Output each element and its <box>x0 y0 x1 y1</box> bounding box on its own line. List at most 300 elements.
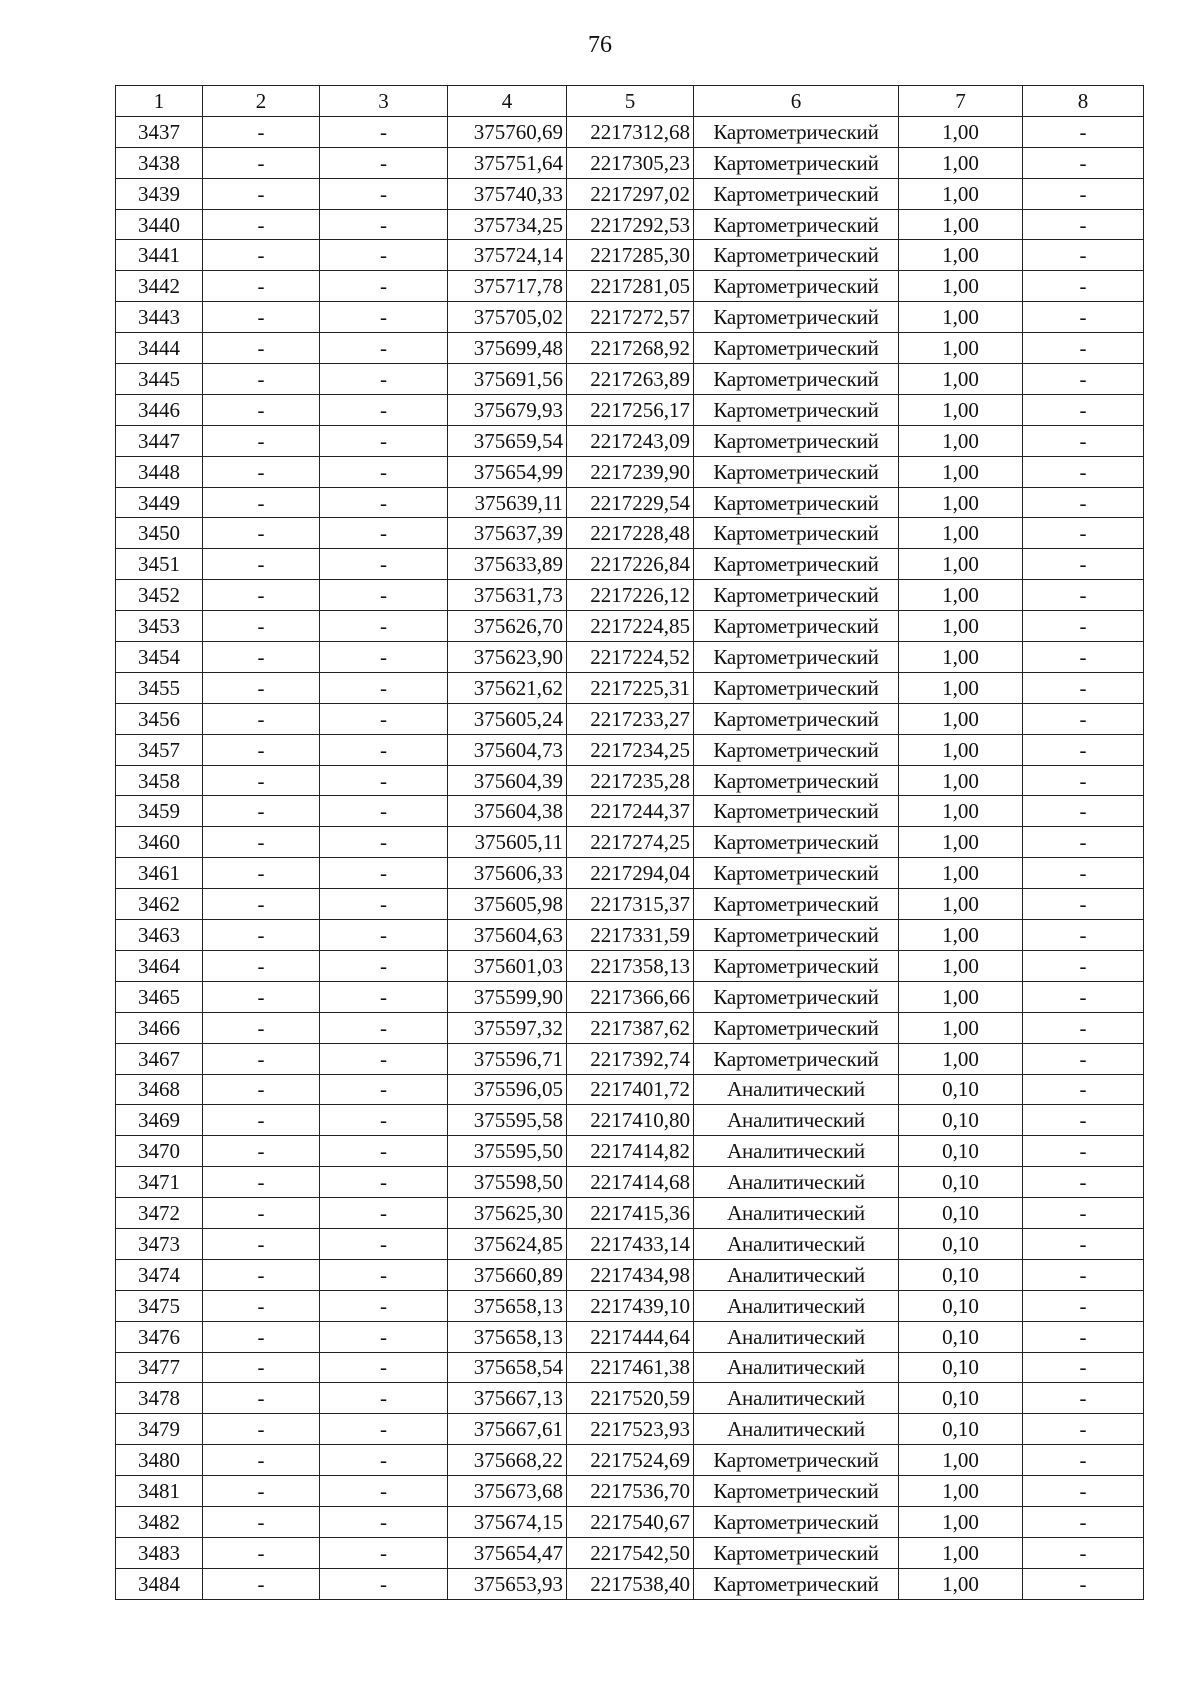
point-number: 3440 <box>116 209 203 240</box>
y-coordinate: 2217281,05 <box>567 271 694 302</box>
col-3-value: - <box>320 1259 448 1290</box>
point-number: 3459 <box>116 796 203 827</box>
col-3-value: - <box>320 827 448 858</box>
x-coordinate: 375637,39 <box>448 518 567 549</box>
method: Картометрический <box>694 734 899 765</box>
col-2-value: - <box>203 425 320 456</box>
x-coordinate: 375659,54 <box>448 425 567 456</box>
accuracy: 0,10 <box>899 1321 1023 1352</box>
x-coordinate: 375605,24 <box>448 703 567 734</box>
y-coordinate: 2217263,89 <box>567 364 694 395</box>
col-8-value: - <box>1023 580 1144 611</box>
x-coordinate: 375595,58 <box>448 1105 567 1136</box>
y-coordinate: 2217520,59 <box>567 1383 694 1414</box>
method: Аналитический <box>694 1167 899 1198</box>
y-coordinate: 2217401,72 <box>567 1074 694 1105</box>
table-row <box>116 827 1144 858</box>
method: Аналитический <box>694 1228 899 1259</box>
col-8-value: - <box>1023 333 1144 364</box>
method: Картометрический <box>694 1537 899 1568</box>
y-coordinate: 2217523,93 <box>567 1414 694 1445</box>
point-number: 3470 <box>116 1136 203 1167</box>
col-2-value: - <box>203 1259 320 1290</box>
table-row <box>116 580 1144 611</box>
y-coordinate: 2217524,69 <box>567 1445 694 1476</box>
col-2-value: - <box>203 240 320 271</box>
accuracy: 1,00 <box>899 1506 1023 1537</box>
accuracy: 0,10 <box>899 1228 1023 1259</box>
table-row <box>116 302 1144 333</box>
col-2-value: - <box>203 765 320 796</box>
y-coordinate: 2217414,68 <box>567 1167 694 1198</box>
col-8-value: - <box>1023 456 1144 487</box>
col-3-value: - <box>320 1198 448 1229</box>
table-row <box>116 1074 1144 1105</box>
method: Аналитический <box>694 1074 899 1105</box>
x-coordinate: 375751,64 <box>448 147 567 178</box>
accuracy: 1,00 <box>899 333 1023 364</box>
point-number: 3462 <box>116 889 203 920</box>
col-2-value: - <box>203 1352 320 1383</box>
point-number: 3454 <box>116 642 203 673</box>
y-coordinate: 2217538,40 <box>567 1568 694 1599</box>
point-number: 3456 <box>116 703 203 734</box>
y-coordinate: 2217233,27 <box>567 703 694 734</box>
column-header: 2 <box>203 86 320 117</box>
point-number: 3463 <box>116 920 203 951</box>
table-row <box>116 981 1144 1012</box>
col-8-value: - <box>1023 981 1144 1012</box>
x-coordinate: 375623,90 <box>448 642 567 673</box>
col-3-value: - <box>320 1537 448 1568</box>
col-2-value: - <box>203 178 320 209</box>
col-2-value: - <box>203 1321 320 1352</box>
y-coordinate: 2217305,23 <box>567 147 694 178</box>
col-3-value: - <box>320 1043 448 1074</box>
accuracy: 1,00 <box>899 364 1023 395</box>
point-number: 3443 <box>116 302 203 333</box>
col-2-value: - <box>203 456 320 487</box>
x-coordinate: 375653,93 <box>448 1568 567 1599</box>
accuracy: 1,00 <box>899 518 1023 549</box>
col-2-value: - <box>203 487 320 518</box>
col-8-value: - <box>1023 1228 1144 1259</box>
table-row <box>116 271 1144 302</box>
x-coordinate: 375658,13 <box>448 1290 567 1321</box>
col-2-value: - <box>203 1198 320 1229</box>
col-2-value: - <box>203 116 320 147</box>
col-8-value: - <box>1023 703 1144 734</box>
x-coordinate: 375699,48 <box>448 333 567 364</box>
point-number: 3476 <box>116 1321 203 1352</box>
accuracy: 0,10 <box>899 1414 1023 1445</box>
col-3-value: - <box>320 209 448 240</box>
col-3-value: - <box>320 1506 448 1537</box>
col-2-value: - <box>203 271 320 302</box>
x-coordinate: 375667,13 <box>448 1383 567 1414</box>
point-number: 3475 <box>116 1290 203 1321</box>
col-2-value: - <box>203 1105 320 1136</box>
method: Картометрический <box>694 642 899 673</box>
point-number: 3439 <box>116 178 203 209</box>
accuracy: 0,10 <box>899 1290 1023 1321</box>
table-row <box>116 394 1144 425</box>
col-2-value: - <box>203 981 320 1012</box>
table-row <box>116 672 1144 703</box>
col-8-value: - <box>1023 1043 1144 1074</box>
point-number: 3455 <box>116 672 203 703</box>
col-8-value: - <box>1023 889 1144 920</box>
column-header: 1 <box>116 86 203 117</box>
y-coordinate: 2217331,59 <box>567 920 694 951</box>
y-coordinate: 2217294,04 <box>567 858 694 889</box>
method: Картометрический <box>694 950 899 981</box>
col-2-value: - <box>203 580 320 611</box>
point-number: 3474 <box>116 1259 203 1290</box>
col-8-value: - <box>1023 1568 1144 1599</box>
col-2-value: - <box>203 302 320 333</box>
x-coordinate: 375658,54 <box>448 1352 567 1383</box>
accuracy: 1,00 <box>899 920 1023 951</box>
y-coordinate: 2217415,36 <box>567 1198 694 1229</box>
col-3-value: - <box>320 1445 448 1476</box>
table-row <box>116 1352 1144 1383</box>
table-row <box>116 364 1144 395</box>
col-2-value: - <box>203 611 320 642</box>
x-coordinate: 375625,30 <box>448 1198 567 1229</box>
x-coordinate: 375631,73 <box>448 580 567 611</box>
x-coordinate: 375679,93 <box>448 394 567 425</box>
method: Аналитический <box>694 1290 899 1321</box>
x-coordinate: 375597,32 <box>448 1012 567 1043</box>
x-coordinate: 375639,11 <box>448 487 567 518</box>
y-coordinate: 2217256,17 <box>567 394 694 425</box>
accuracy: 1,00 <box>899 456 1023 487</box>
col-3-value: - <box>320 1012 448 1043</box>
method: Картометрический <box>694 672 899 703</box>
method: Аналитический <box>694 1383 899 1414</box>
accuracy: 0,10 <box>899 1167 1023 1198</box>
col-8-value: - <box>1023 920 1144 951</box>
method: Картометрический <box>694 1476 899 1507</box>
method: Картометрический <box>694 1043 899 1074</box>
x-coordinate: 375598,50 <box>448 1167 567 1198</box>
method: Картометрический <box>694 920 899 951</box>
col-3-value: - <box>320 981 448 1012</box>
col-3-value: - <box>320 1321 448 1352</box>
col-2-value: - <box>203 796 320 827</box>
y-coordinate: 2217235,28 <box>567 765 694 796</box>
y-coordinate: 2217243,09 <box>567 425 694 456</box>
method: Картометрический <box>694 889 899 920</box>
x-coordinate: 375595,50 <box>448 1136 567 1167</box>
col-8-value: - <box>1023 549 1144 580</box>
method: Картометрический <box>694 1506 899 1537</box>
x-coordinate: 375596,05 <box>448 1074 567 1105</box>
y-coordinate: 2217272,57 <box>567 302 694 333</box>
accuracy: 1,00 <box>899 703 1023 734</box>
col-3-value: - <box>320 456 448 487</box>
col-2-value: - <box>203 858 320 889</box>
method: Картометрический <box>694 981 899 1012</box>
table-row <box>116 796 1144 827</box>
col-3-value: - <box>320 1167 448 1198</box>
col-2-value: - <box>203 1043 320 1074</box>
method: Картометрический <box>694 827 899 858</box>
accuracy: 1,00 <box>899 116 1023 147</box>
accuracy: 1,00 <box>899 981 1023 1012</box>
col-3-value: - <box>320 394 448 425</box>
point-number: 3469 <box>116 1105 203 1136</box>
table-row <box>116 1321 1144 1352</box>
col-8-value: - <box>1023 1074 1144 1105</box>
col-3-value: - <box>320 796 448 827</box>
accuracy: 0,10 <box>899 1198 1023 1229</box>
col-8-value: - <box>1023 116 1144 147</box>
method: Картометрический <box>694 580 899 611</box>
y-coordinate: 2217226,12 <box>567 580 694 611</box>
table-row <box>116 1506 1144 1537</box>
y-coordinate: 2217274,25 <box>567 827 694 858</box>
x-coordinate: 375691,56 <box>448 364 567 395</box>
point-number: 3457 <box>116 734 203 765</box>
table-row <box>116 1383 1144 1414</box>
col-2-value: - <box>203 333 320 364</box>
col-3-value: - <box>320 518 448 549</box>
x-coordinate: 375658,13 <box>448 1321 567 1352</box>
col-3-value: - <box>320 271 448 302</box>
table-row <box>116 1445 1144 1476</box>
col-2-value: - <box>203 950 320 981</box>
col-3-value: - <box>320 889 448 920</box>
x-coordinate: 375605,98 <box>448 889 567 920</box>
table-row <box>116 734 1144 765</box>
method: Картометрический <box>694 209 899 240</box>
x-coordinate: 375604,63 <box>448 920 567 951</box>
accuracy: 1,00 <box>899 1043 1023 1074</box>
col-3-value: - <box>320 1228 448 1259</box>
col-3-value: - <box>320 672 448 703</box>
table-row <box>116 1043 1144 1074</box>
table-row <box>116 209 1144 240</box>
accuracy: 1,00 <box>899 950 1023 981</box>
column-header: 7 <box>899 86 1023 117</box>
col-2-value: - <box>203 1414 320 1445</box>
point-number: 3478 <box>116 1383 203 1414</box>
accuracy: 1,00 <box>899 1537 1023 1568</box>
col-3-value: - <box>320 333 448 364</box>
col-8-value: - <box>1023 302 1144 333</box>
col-8-value: - <box>1023 240 1144 271</box>
col-3-value: - <box>320 147 448 178</box>
col-2-value: - <box>203 147 320 178</box>
page-number: 76 <box>588 32 612 58</box>
column-header: 4 <box>448 86 567 117</box>
col-8-value: - <box>1023 672 1144 703</box>
table-row <box>116 1105 1144 1136</box>
column-header: 8 <box>1023 86 1144 117</box>
table-row <box>116 456 1144 487</box>
table-row <box>116 487 1144 518</box>
point-number: 3473 <box>116 1228 203 1259</box>
y-coordinate: 2217542,50 <box>567 1537 694 1568</box>
accuracy: 1,00 <box>899 209 1023 240</box>
col-8-value: - <box>1023 487 1144 518</box>
x-coordinate: 375601,03 <box>448 950 567 981</box>
col-2-value: - <box>203 1074 320 1105</box>
table-row <box>116 1228 1144 1259</box>
y-coordinate: 2217312,68 <box>567 116 694 147</box>
method: Картометрический <box>694 116 899 147</box>
y-coordinate: 2217225,31 <box>567 672 694 703</box>
x-coordinate: 375667,61 <box>448 1414 567 1445</box>
accuracy: 1,00 <box>899 642 1023 673</box>
col-8-value: - <box>1023 425 1144 456</box>
table-row <box>116 611 1144 642</box>
col-3-value: - <box>320 765 448 796</box>
table-row <box>116 889 1144 920</box>
point-number: 3477 <box>116 1352 203 1383</box>
col-8-value: - <box>1023 611 1144 642</box>
x-coordinate: 375654,99 <box>448 456 567 487</box>
method: Картометрический <box>694 1445 899 1476</box>
method: Аналитический <box>694 1321 899 1352</box>
col-8-value: - <box>1023 858 1144 889</box>
method: Картометрический <box>694 1568 899 1599</box>
col-2-value: - <box>203 1012 320 1043</box>
x-coordinate: 375633,89 <box>448 549 567 580</box>
col-2-value: - <box>203 1476 320 1507</box>
point-number: 3482 <box>116 1506 203 1537</box>
x-coordinate: 375606,33 <box>448 858 567 889</box>
col-3-value: - <box>320 920 448 951</box>
point-number: 3451 <box>116 549 203 580</box>
point-number: 3481 <box>116 1476 203 1507</box>
col-8-value: - <box>1023 271 1144 302</box>
col-8-value: - <box>1023 1012 1144 1043</box>
x-coordinate: 375604,38 <box>448 796 567 827</box>
method: Аналитический <box>694 1414 899 1445</box>
y-coordinate: 2217224,85 <box>567 611 694 642</box>
col-3-value: - <box>320 611 448 642</box>
col-8-value: - <box>1023 1198 1144 1229</box>
col-3-value: - <box>320 1568 448 1599</box>
y-coordinate: 2217540,67 <box>567 1506 694 1537</box>
table-row <box>116 642 1144 673</box>
y-coordinate: 2217392,74 <box>567 1043 694 1074</box>
point-number: 3480 <box>116 1445 203 1476</box>
x-coordinate: 375654,47 <box>448 1537 567 1568</box>
method: Картометрический <box>694 178 899 209</box>
table-row <box>116 1414 1144 1445</box>
x-coordinate: 375760,69 <box>448 116 567 147</box>
col-8-value: - <box>1023 1136 1144 1167</box>
accuracy: 1,00 <box>899 858 1023 889</box>
y-coordinate: 2217434,98 <box>567 1259 694 1290</box>
method: Картометрический <box>694 364 899 395</box>
accuracy: 1,00 <box>899 394 1023 425</box>
col-3-value: - <box>320 549 448 580</box>
point-number: 3441 <box>116 240 203 271</box>
col-3-value: - <box>320 1105 448 1136</box>
y-coordinate: 2217297,02 <box>567 178 694 209</box>
x-coordinate: 375668,22 <box>448 1445 567 1476</box>
y-coordinate: 2217358,13 <box>567 950 694 981</box>
method: Картометрический <box>694 611 899 642</box>
y-coordinate: 2217536,70 <box>567 1476 694 1507</box>
table-row <box>116 425 1144 456</box>
col-2-value: - <box>203 549 320 580</box>
col-8-value: - <box>1023 1352 1144 1383</box>
col-8-value: - <box>1023 1167 1144 1198</box>
col-3-value: - <box>320 116 448 147</box>
col-8-value: - <box>1023 518 1144 549</box>
col-8-value: - <box>1023 394 1144 425</box>
col-8-value: - <box>1023 1290 1144 1321</box>
point-number: 3448 <box>116 456 203 487</box>
column-header: 6 <box>694 86 899 117</box>
y-coordinate: 2217224,52 <box>567 642 694 673</box>
col-2-value: - <box>203 672 320 703</box>
col-8-value: - <box>1023 1476 1144 1507</box>
table-row <box>116 1136 1144 1167</box>
point-number: 3445 <box>116 364 203 395</box>
y-coordinate: 2217226,84 <box>567 549 694 580</box>
accuracy: 0,10 <box>899 1383 1023 1414</box>
table-row <box>116 920 1144 951</box>
table-row <box>116 858 1144 889</box>
col-8-value: - <box>1023 1445 1144 1476</box>
col-2-value: - <box>203 1136 320 1167</box>
accuracy: 1,00 <box>899 1568 1023 1599</box>
y-coordinate: 2217433,14 <box>567 1228 694 1259</box>
accuracy: 1,00 <box>899 765 1023 796</box>
accuracy: 0,10 <box>899 1105 1023 1136</box>
table-row <box>116 178 1144 209</box>
col-2-value: - <box>203 209 320 240</box>
col-3-value: - <box>320 1383 448 1414</box>
accuracy: 1,00 <box>899 1012 1023 1043</box>
col-2-value: - <box>203 827 320 858</box>
col-3-value: - <box>320 1074 448 1105</box>
col-2-value: - <box>203 1290 320 1321</box>
table-row <box>116 518 1144 549</box>
col-8-value: - <box>1023 147 1144 178</box>
point-number: 3464 <box>116 950 203 981</box>
column-header: 3 <box>320 86 448 117</box>
col-8-value: - <box>1023 1537 1144 1568</box>
col-3-value: - <box>320 703 448 734</box>
accuracy: 1,00 <box>899 611 1023 642</box>
y-coordinate: 2217410,80 <box>567 1105 694 1136</box>
x-coordinate: 375717,78 <box>448 271 567 302</box>
accuracy: 0,10 <box>899 1259 1023 1290</box>
col-2-value: - <box>203 703 320 734</box>
col-2-value: - <box>203 920 320 951</box>
accuracy: 1,00 <box>899 147 1023 178</box>
point-number: 3453 <box>116 611 203 642</box>
col-3-value: - <box>320 240 448 271</box>
accuracy: 1,00 <box>899 1476 1023 1507</box>
col-3-value: - <box>320 487 448 518</box>
table-row <box>116 765 1144 796</box>
method: Картометрический <box>694 271 899 302</box>
table-row <box>116 549 1144 580</box>
method: Аналитический <box>694 1352 899 1383</box>
accuracy: 1,00 <box>899 302 1023 333</box>
col-8-value: - <box>1023 734 1144 765</box>
accuracy: 1,00 <box>899 889 1023 920</box>
